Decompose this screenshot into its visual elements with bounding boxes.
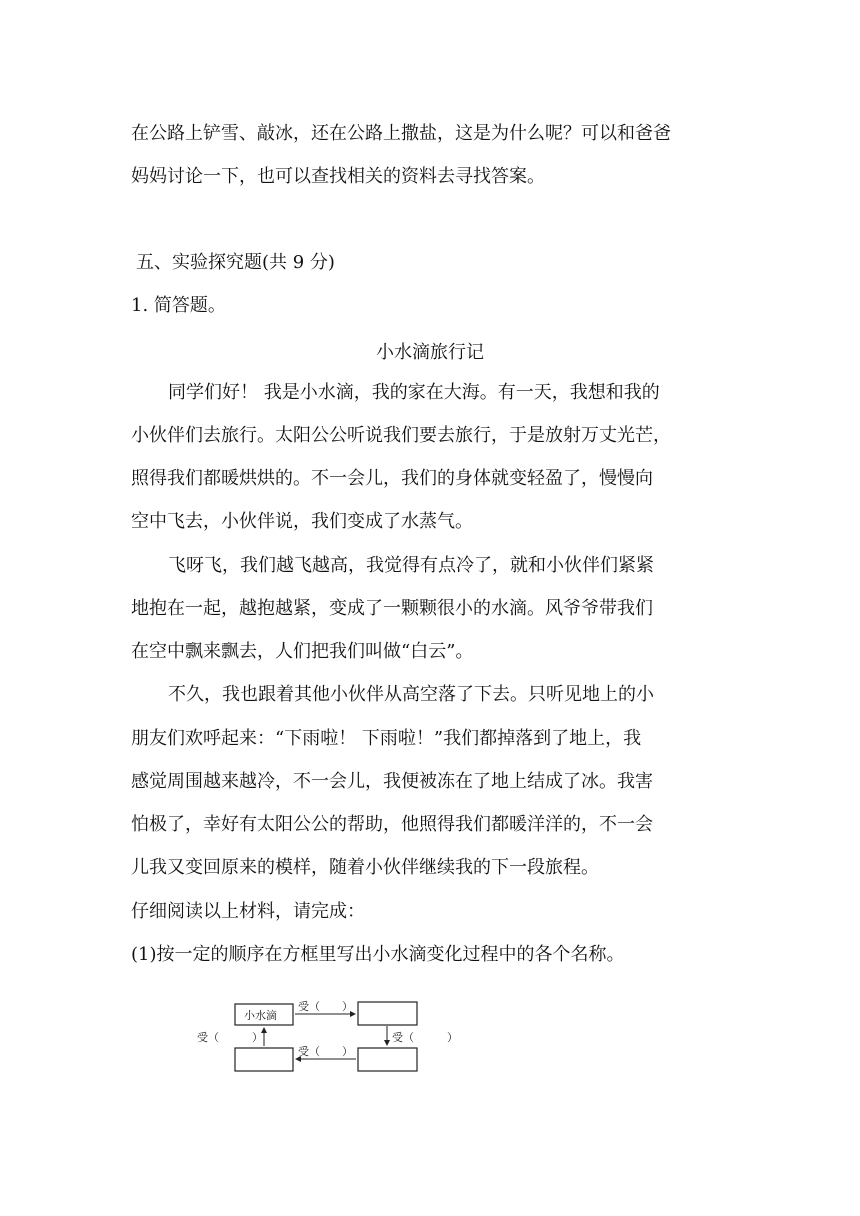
passage-line: 照得我们都暖烘烘的。不一会儿，我们的身体就变轻盈了，慢慢向 [131,468,653,489]
box-top-right[interactable] [358,1002,417,1025]
sub-question: (1)按一定的顺序在方框里写出小水滴变化过程中的各个名称。 [131,944,625,965]
passage-line: 飞呀飞，我们越飞越高，我觉得有点冷了，就和小伙伴们紧紧 [168,555,654,576]
box-start-label: 小水滴 [244,1009,277,1022]
intro-line-2: 妈妈讨论一下，也可以查找相关的资料去寻找答案。 [131,166,545,187]
intro-line-1: 在公路上铲雪、敲冰，还在公路上撒盐，这是为什么呢？可以和爸爸 [131,123,671,144]
passage-line: 朋友们欢呼起来：“下雨啦！ 下雨啦！”我们都掉落到了地上，我 [131,728,642,749]
box-bottom-left[interactable] [235,1048,293,1071]
passage-line: 地抱在一起，越抱越紧，变成了一颗颗很小的水滴。风爷爷带我们 [131,598,653,619]
arrow-left-label: 受（ ） [197,1031,263,1044]
arrow-right-label: 受（ ） [392,1031,458,1044]
arrow-top-label: 受（ ） [298,1000,353,1013]
passage-line: 儿我又变回原来的模样，随着小伙伴继续我的下一段旅程。 [131,857,599,878]
passage-line: 小伙伴们去旅行。太阳公公听说我们要去旅行，于是放射万丈光芒， [131,425,671,446]
passage-line: 怕极了，幸好有太阳公公的帮助，他照得我们都暖洋洋的，不一会 [131,814,653,835]
section-heading: 五、实验探究题(共 9 分) [136,252,335,273]
box-bottom-right[interactable] [358,1048,417,1071]
instruction: 仔细阅读以上材料，请完成： [131,901,365,922]
water-cycle-diagram [195,994,465,1084]
arrow-bottom-label: 受（ ） [298,1045,353,1058]
passage-line: 不久，我也跟着其他小伙伴从高空落了下去。只听见地上的小 [168,684,654,705]
passage-line: 空中飞去，小伙伴说，我们变成了水蒸气。 [131,511,473,532]
passage-line: 同学们好！ 我是小水滴，我的家在大海。有一天，我想和我的 [168,382,660,403]
passage-line: 在空中飘来飘去，人们把我们叫做“白云”。 [131,641,474,662]
passage-title: 小水滴旅行记 [376,342,484,363]
question-label: 1. 简答题。 [131,295,226,316]
passage-line: 感觉周围越来越冷，不一会儿，我便被冻在了地上结成了冰。我害 [131,771,653,792]
